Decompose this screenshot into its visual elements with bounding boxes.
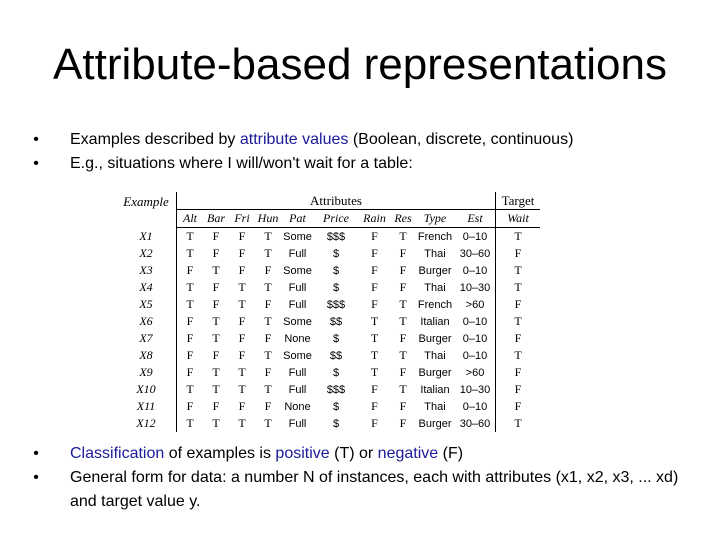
bullet-text-part: General form for data: a number N of instances, each with attributes (x1, x2, x3, ... xd) and target value y. bbox=[70, 469, 679, 510]
bullet-dot-icon: • bbox=[33, 445, 39, 462]
bullet-text-highlight: positive bbox=[275, 445, 330, 462]
example-header: Example bbox=[123, 194, 169, 209]
row-id: X9 bbox=[139, 365, 153, 379]
bullet-text-highlight: attribute values bbox=[239, 131, 349, 148]
table-cell: F bbox=[238, 331, 246, 345]
table-cell: F bbox=[212, 246, 220, 260]
table-cell: T bbox=[238, 297, 246, 311]
table-cell: T bbox=[264, 246, 272, 260]
table-cell: F bbox=[371, 280, 378, 294]
table-row bbox=[116, 262, 540, 279]
table-cell: F bbox=[212, 229, 220, 243]
table-cell: F bbox=[238, 314, 246, 328]
examples-table-figure bbox=[116, 192, 590, 434]
table-cell: T bbox=[177, 228, 204, 246]
table-cell: T bbox=[264, 314, 272, 328]
table-cell: T bbox=[496, 279, 541, 296]
table-cell: T bbox=[399, 314, 407, 328]
table-cell: $$$ bbox=[326, 383, 346, 396]
table-cell: T bbox=[177, 415, 204, 432]
attributes-header: Attributes bbox=[177, 192, 496, 210]
table-row bbox=[116, 228, 540, 246]
table-cell: 10–30 bbox=[459, 383, 491, 396]
table-cell: F bbox=[496, 245, 541, 262]
table-cell: $ bbox=[332, 417, 340, 430]
table-row bbox=[116, 364, 540, 381]
examples-table-body bbox=[116, 228, 540, 433]
row-id: X12 bbox=[136, 416, 156, 430]
bullet-text-part: (Boolean, discrete, continuous) bbox=[348, 131, 574, 148]
table-cell: 0–10 bbox=[462, 264, 488, 277]
table-cell: F bbox=[399, 416, 407, 430]
table-cell: 30–60 bbox=[459, 247, 491, 260]
table-cell: F bbox=[399, 246, 407, 260]
table-cell: T bbox=[399, 348, 407, 362]
table-cell: F bbox=[177, 398, 204, 415]
table-cell: Thai bbox=[424, 247, 446, 260]
column-header: Price bbox=[314, 210, 358, 228]
table-cell: F bbox=[212, 280, 220, 294]
table-cell: T bbox=[238, 280, 246, 294]
table-cell: Full bbox=[288, 366, 307, 379]
row-id: X6 bbox=[139, 314, 153, 328]
table-row bbox=[116, 330, 540, 347]
table-row bbox=[116, 415, 540, 432]
table-cell: 10–30 bbox=[459, 281, 491, 294]
table-cell: F bbox=[371, 416, 378, 430]
column-header: Bar bbox=[203, 210, 229, 228]
column-header: Alt bbox=[177, 210, 204, 228]
table-cell: Thai bbox=[424, 281, 446, 294]
table-cell: $ bbox=[332, 281, 340, 294]
bullet-dot-icon: • bbox=[33, 131, 39, 148]
bullet-text-part: Examples described by bbox=[70, 131, 240, 148]
table-cell: Burger bbox=[418, 332, 452, 345]
column-header: Est bbox=[455, 210, 496, 228]
table-cell: F bbox=[238, 399, 246, 413]
table-cell: T bbox=[496, 228, 541, 246]
table-cell: Burger bbox=[418, 264, 452, 277]
table-row bbox=[116, 296, 540, 313]
table-cell: F bbox=[399, 399, 407, 413]
table-row bbox=[116, 398, 540, 415]
table-cell: T bbox=[177, 381, 204, 398]
table-cell: Full bbox=[288, 281, 307, 294]
table-cell: >60 bbox=[465, 298, 485, 311]
row-id: X3 bbox=[139, 263, 153, 277]
table-cell: T bbox=[264, 416, 272, 430]
bullet-text-part: of examples is bbox=[164, 445, 276, 462]
bullet-item bbox=[30, 152, 690, 176]
table-cell: T bbox=[238, 382, 246, 396]
bullet-item bbox=[30, 128, 690, 152]
table-row bbox=[116, 347, 540, 364]
table-cell: T bbox=[264, 229, 272, 243]
table-cell: Full bbox=[288, 417, 307, 430]
row-id: X11 bbox=[136, 399, 156, 413]
table-cell: T bbox=[212, 382, 220, 396]
bullet-item bbox=[30, 466, 690, 514]
column-header: Res bbox=[391, 210, 415, 228]
table-cell: Burger bbox=[418, 366, 452, 379]
table-cell: T bbox=[212, 263, 220, 277]
table-cell: 0–10 bbox=[462, 349, 488, 362]
table-row bbox=[116, 245, 540, 262]
bullet-text-part: (T) or bbox=[329, 445, 378, 462]
bullet-list-bottom bbox=[30, 442, 690, 514]
column-header: Wait bbox=[496, 210, 541, 228]
table-cell: $$$ bbox=[326, 298, 346, 311]
table-cell: T bbox=[212, 416, 220, 430]
table-cell: F bbox=[238, 229, 246, 243]
table-cell: $ bbox=[332, 332, 340, 345]
table-cell: F bbox=[238, 263, 246, 277]
table-cell: 30–60 bbox=[459, 417, 491, 430]
table-cell: F bbox=[177, 347, 204, 364]
table-cell: T bbox=[399, 382, 407, 396]
slide-title: Attribute-based representations bbox=[53, 40, 667, 89]
table-cell: T bbox=[399, 297, 407, 311]
table-cell: T bbox=[212, 331, 220, 345]
table-cell: F bbox=[177, 364, 204, 381]
table-cell: Full bbox=[288, 247, 307, 260]
table-cell: T bbox=[238, 365, 246, 379]
table-cell: T bbox=[399, 229, 407, 243]
table-cell: F bbox=[399, 280, 407, 294]
table-cell: T bbox=[496, 262, 541, 279]
row-id: X5 bbox=[139, 297, 153, 311]
table-row bbox=[116, 279, 540, 296]
bullet-item bbox=[30, 442, 690, 466]
table-cell: Some bbox=[283, 315, 312, 328]
table-cell: F bbox=[238, 246, 246, 260]
table-cell: $ bbox=[332, 264, 340, 277]
bullet-text-part: E.g., situations where I will/won't wait for a table: bbox=[70, 155, 413, 172]
bullet-text-highlight: negative bbox=[377, 445, 439, 462]
row-id: X10 bbox=[136, 382, 156, 396]
table-cell: T bbox=[370, 365, 379, 379]
table-cell: T bbox=[177, 279, 204, 296]
table-cell: Burger bbox=[418, 417, 452, 430]
table-cell: $$ bbox=[329, 349, 343, 362]
table-cell: F bbox=[371, 297, 378, 311]
table-cell: 0–10 bbox=[462, 230, 488, 243]
table-cell: $$ bbox=[329, 315, 343, 328]
table-cell: F bbox=[264, 297, 272, 311]
row-id: X8 bbox=[139, 348, 153, 362]
column-header: Pat bbox=[281, 210, 314, 228]
table-cell: $ bbox=[332, 400, 340, 413]
table-cell: >60 bbox=[465, 366, 485, 379]
row-id: X1 bbox=[139, 228, 153, 243]
examples-table bbox=[116, 192, 540, 432]
table-cell: None bbox=[284, 332, 311, 345]
table-cell: $$$ bbox=[326, 230, 346, 243]
table-cell: F bbox=[177, 313, 204, 330]
table-cell: F bbox=[264, 365, 272, 379]
table-cell: F bbox=[212, 348, 220, 362]
table-cell: Italian bbox=[420, 315, 450, 328]
table-cell: F bbox=[496, 364, 541, 381]
table-cell: F bbox=[496, 381, 541, 398]
bullet-text-part: (F) bbox=[438, 445, 464, 462]
table-cell: T bbox=[496, 415, 541, 432]
table-cell: F bbox=[371, 382, 378, 396]
table-cell: F bbox=[238, 348, 246, 362]
table-cell: F bbox=[496, 398, 541, 415]
table-cell: F bbox=[399, 365, 407, 379]
table-cell: French bbox=[417, 230, 453, 243]
bullet-dot-icon: • bbox=[33, 469, 39, 486]
table-cell: Italian bbox=[420, 383, 450, 396]
table-cell: Thai bbox=[424, 400, 446, 413]
table-cell: T bbox=[177, 296, 204, 313]
table-cell: $ bbox=[332, 247, 340, 260]
column-header: Fri bbox=[229, 210, 255, 228]
table-cell: F bbox=[371, 246, 378, 260]
column-header: Hun bbox=[255, 210, 281, 228]
table-cell: F bbox=[371, 229, 378, 243]
table-cell: F bbox=[264, 331, 272, 345]
bullet-list-top bbox=[30, 128, 690, 176]
table-cell: French bbox=[417, 298, 453, 311]
table-row bbox=[116, 313, 540, 330]
table-cell: F bbox=[371, 399, 378, 413]
row-id: X2 bbox=[139, 246, 153, 260]
table-cell: T bbox=[264, 348, 272, 362]
table-cell: None bbox=[284, 400, 311, 413]
table-cell: Thai bbox=[424, 349, 446, 362]
bullet-dot-icon: • bbox=[33, 155, 39, 172]
row-id: X7 bbox=[139, 331, 153, 345]
table-cell: T bbox=[238, 416, 246, 430]
table-cell: T bbox=[496, 347, 541, 364]
table-cell: Some bbox=[283, 230, 312, 243]
table-cell: F bbox=[399, 331, 407, 345]
table-cell: F bbox=[177, 330, 204, 347]
target-header: Target bbox=[496, 192, 541, 210]
table-cell: T bbox=[370, 314, 379, 328]
table-cell: T bbox=[177, 245, 204, 262]
table-cell: T bbox=[370, 348, 379, 362]
table-cell: 0–10 bbox=[462, 400, 488, 413]
table-cell: Some bbox=[283, 349, 312, 362]
table-cell: T bbox=[264, 382, 272, 396]
table-cell: F bbox=[264, 263, 272, 277]
table-cell: F bbox=[212, 399, 220, 413]
row-id: X4 bbox=[139, 280, 153, 294]
table-cell: F bbox=[496, 296, 541, 313]
table-cell: T bbox=[370, 331, 379, 345]
table-cell: 0–10 bbox=[462, 315, 488, 328]
column-header: Rain bbox=[358, 210, 391, 228]
table-cell: 0–10 bbox=[462, 332, 488, 345]
table-cell: Full bbox=[288, 298, 307, 311]
table-cell: F bbox=[496, 330, 541, 347]
table-cell: T bbox=[212, 314, 220, 328]
table-cell: F bbox=[399, 263, 407, 277]
column-header-row bbox=[116, 210, 540, 228]
table-cell: T bbox=[212, 365, 220, 379]
table-cell: T bbox=[496, 313, 541, 330]
column-header: Type bbox=[415, 210, 455, 228]
table-cell: F bbox=[177, 262, 204, 279]
table-cell: $ bbox=[332, 366, 340, 379]
bullet-text-highlight: Classification bbox=[70, 445, 165, 462]
table-cell: Some bbox=[283, 264, 312, 277]
table-row bbox=[116, 381, 540, 398]
table-cell: Full bbox=[288, 383, 307, 396]
table-cell: F bbox=[264, 399, 272, 413]
table-cell: F bbox=[212, 297, 220, 311]
table-cell: T bbox=[264, 280, 272, 294]
table-cell: F bbox=[371, 263, 378, 277]
